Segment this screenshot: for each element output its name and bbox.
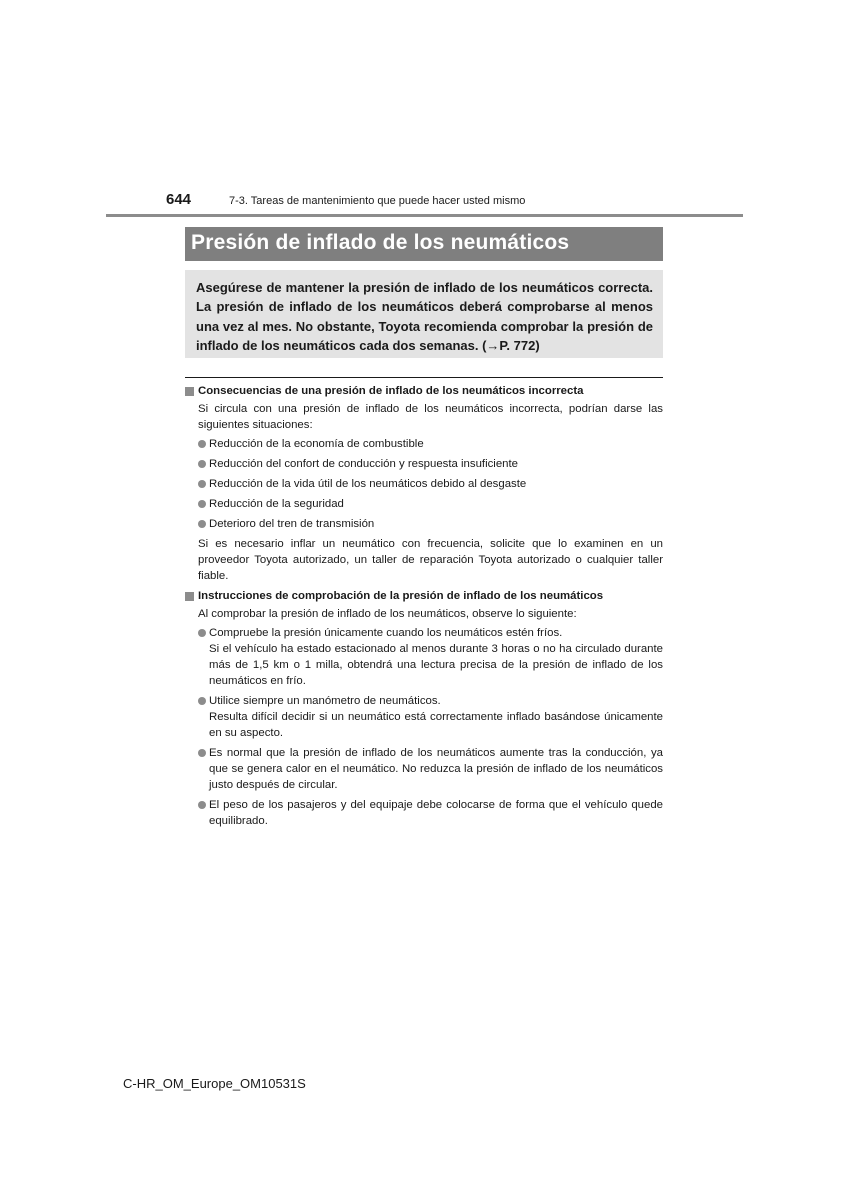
- list-item-text: Reducción del confort de conducción y respuesta insuficiente: [209, 458, 518, 470]
- page-title: Presión de inflado de los neumáticos: [191, 231, 570, 254]
- circle-bullet-icon: [198, 801, 206, 809]
- list-item-text: Reducción de la seguridad: [209, 498, 344, 510]
- header-rule: [106, 214, 743, 217]
- intro-text: Asegúrese de mantener la presión de inflado de los neumáticos correcta. La presión de inflado de los neumáticos deberá comprobarse al menos una vez al mes. No obstante, Toyota recomienda comprobar la presión de inflado de los neumáticos cada dos semanas. (→P. 772): [196, 280, 653, 353]
- circle-bullet-icon: [198, 629, 206, 637]
- square-bullet-icon: [185, 592, 194, 601]
- circle-bullet-icon: [198, 749, 206, 757]
- list-item: [198, 496, 663, 512]
- list-item-text: El peso de los pasajeros y del equipaje debe colocarse de forma que el vehículo quede equilibrado.: [209, 799, 663, 827]
- content-rule: [185, 377, 663, 378]
- page-number: 644: [166, 191, 192, 208]
- section1-heading-text: Consecuencias de una presión de inflado de los neumáticos incorrecta: [198, 385, 584, 397]
- list-item-text: Compruebe la presión únicamente cuando los neumáticos estén fríos.: [209, 627, 563, 639]
- list-item: [198, 476, 663, 492]
- section-header: 7-3. Tareas de mantenimiento que puede hacer usted mismo: [229, 195, 526, 207]
- section1-closing: Si es necesario inflar un neumático con frecuencia, solicite que lo examinen en un proveedor Toyota autorizado, un taller de reparación Toyota autorizado o cualquier taller fiable.: [198, 538, 663, 582]
- content: [185, 383, 663, 829]
- list-item: [198, 625, 663, 689]
- circle-bullet-icon: [198, 480, 206, 488]
- list-item-text: Reducción de la economía de combustible: [209, 438, 424, 450]
- section1-lead: Si circula con una presión de inflado de los neumáticos incorrecta, podrían darse las siguientes situaciones:: [198, 403, 663, 431]
- list-item-detail: Resulta difícil decidir si un neumático está correctamente inflado basándose únicamente en su aspecto.: [209, 711, 663, 739]
- list-item-text: Reducción de la vida útil de los neumáticos debido al desgaste: [209, 478, 527, 490]
- list-item: [198, 693, 663, 741]
- list-item-text: Deterioro del tren de transmisión: [209, 518, 375, 530]
- circle-bullet-icon: [198, 460, 206, 468]
- list-item-text: Utilice siempre un manómetro de neumáticos.: [209, 695, 441, 707]
- circle-bullet-icon: [198, 440, 206, 448]
- list-item-detail: Si el vehículo ha estado estacionado al menos durante 3 horas o no ha circulado durante más de 1,5 km o 1 milla, obtendrá una lectura precisa de la presión de inflado de los neumáticos en frío.: [209, 643, 663, 687]
- circle-bullet-icon: [198, 500, 206, 508]
- circle-bullet-icon: [198, 697, 206, 705]
- title-bar: [185, 227, 663, 261]
- list-item: [198, 745, 663, 793]
- list-item: [198, 516, 663, 532]
- footer-code: C-HR_OM_Europe_OM10531S: [123, 1076, 306, 1091]
- circle-bullet-icon: [198, 520, 206, 528]
- section2-heading: [185, 588, 663, 604]
- list-item: [198, 797, 663, 829]
- list-item: [198, 456, 663, 472]
- section2-lead: Al comprobar la presión de inflado de los neumáticos, observe lo siguiente:: [198, 608, 577, 620]
- list-item-text: Es normal que la presión de inflado de los neumáticos aumente tras la conducción, ya que se genera calor en el neumático. No reduzca la presión de inflado de los neumáticos justo después de circular.: [209, 747, 663, 791]
- section2-heading-text: Instrucciones de comprobación de la presión de inflado de los neumáticos: [198, 590, 604, 602]
- square-bullet-icon: [185, 387, 194, 396]
- list-item: [198, 436, 663, 452]
- section1-heading: [185, 383, 663, 399]
- intro-box: [185, 270, 663, 358]
